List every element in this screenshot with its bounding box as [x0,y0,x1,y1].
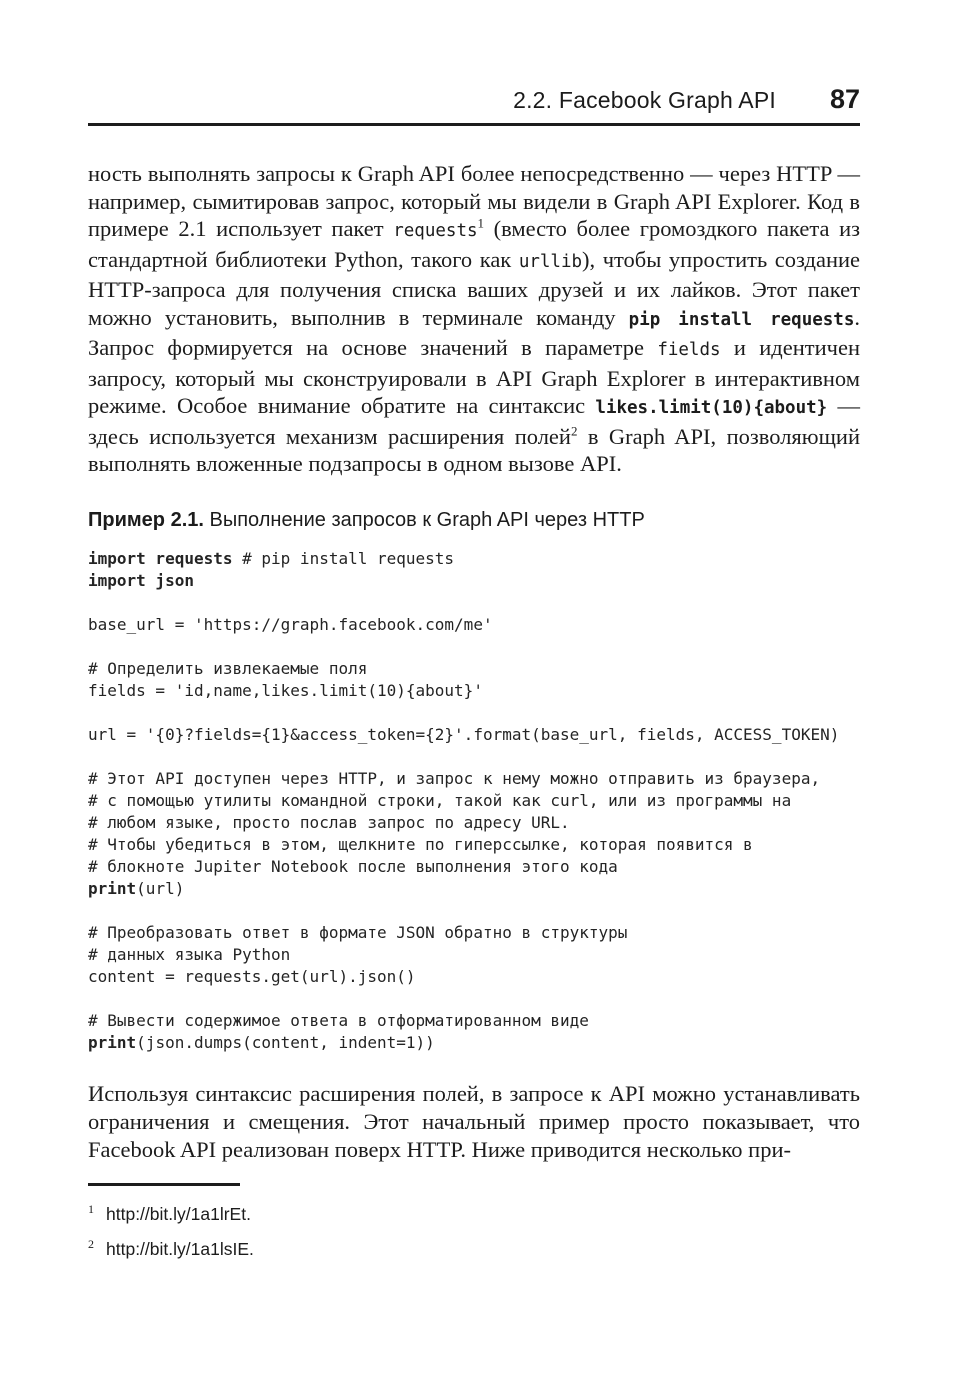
footnote-separator [88,1183,240,1186]
code-line [88,790,860,812]
footnote-ref: 1 [477,215,485,231]
code-line [88,1010,860,1032]
code-text: # блокноте Jupiter Notebook после выполнения этого кода [88,856,618,876]
text-run: (вместо более громоздкого пакета из стандартной библиотеки Python, такого как [88,216,860,272]
code-text: # с помощью утилиты командной строки, такой как curl, или из программы на [88,790,792,810]
text-run: ), чтобы упростить создание HTTP-запроса для получения списка ваших друзей и их лайков. Этот пакет можно установить, выполнив в терминале команду [88,246,861,330]
footnotes-section [88,1183,254,1264]
code-line [88,966,860,988]
code-text: # Чтобы убедиться в этом, щелкните по гиперссылке, которая появится в [88,834,753,854]
text-run: и идентичен запросу, который мы сконструировали в API Graph Explorer в интерактивном режиме. Особое внимание обратите на синтаксис [88,335,860,418]
footnote-marker: 2 [88,1236,94,1251]
code-text: # данных языка Python [88,944,291,964]
code-keyword: print [88,1032,137,1052]
footnote [88,1229,254,1264]
inline-code: fields [657,340,721,360]
code-line [88,746,860,768]
code-line [88,636,860,658]
code-line [88,1032,860,1054]
code-line [88,614,860,636]
code-text: # Преобразовать ответ в формате JSON обратно в структуры [88,922,628,942]
code-text: url = '{0}?fields={1}&access_token={2}'.format(base_url, fields, ACCESS_TOKEN) [88,724,840,744]
code-line [88,680,860,702]
code-line [88,658,860,680]
intro-paragraph [88,160,860,478]
footnote-marker: 1 [88,1202,94,1216]
code-line [88,988,860,1010]
inline-code: requests [393,221,478,241]
code-line [88,812,860,834]
text-run: — здесь используется механизм расширения полей [88,393,861,449]
code-text: # Вывести содержимое ответа в отформатированном виде [88,1010,589,1030]
code-keyword: print [88,878,137,898]
footnote-ref: 2 [570,423,578,438]
code-line [88,570,860,592]
inline-code: likes.limit(10){about} [595,398,828,418]
text-run: в Graph API, позволяющий выполнять вложенные подзапросы в одном вызове API. [88,423,860,476]
code-line [88,702,860,724]
code-line [88,900,860,922]
inline-code: urllib [518,251,583,272]
text-run: ность выполнять запросы к Graph API более непосредственно — через HTTP — например, сымитировав запрос, который мы видели в Graph API Explorer. Код в примере 2.1 использует пакет [88,161,860,241]
footnote-url: http://bit.ly/1a1lsIE. [106,1238,254,1259]
example-caption [88,509,860,532]
code-keyword: import json [88,570,194,590]
page-number: 87 [829,84,860,114]
code-keyword: import requests [88,548,233,568]
running-head [88,84,860,126]
code-line [88,922,860,944]
code-text: # pip install requests [232,548,455,568]
footnote-url: http://bit.ly/1a1lrEt. [106,1203,251,1224]
code-text: (url) [136,878,185,898]
section-title: 2.2. Facebook Graph API [513,87,776,113]
code-text: base_url = 'https://graph.facebook.com/me' [88,614,493,634]
code-line [88,768,860,790]
code-line [88,548,860,570]
code-line [88,878,860,900]
closing-paragraph: Используя синтаксис расширения полей, в запросе к API можно устанавливать ограничения и смещения. Этот начальный пример просто показывает, что Facebook API реализован поверх HTTP. Ниже приводится несколько при- [88,1080,860,1162]
code-text: content = requests.get(url).json() [88,966,416,986]
inline-code: pip install requests [628,309,855,330]
code-line [88,724,860,746]
code-line [88,856,860,878]
code-line [88,834,860,856]
code-text: (json.dumps(content, indent=1)) [136,1032,435,1052]
example-title: Выполнение запросов к Graph API через HTTP [203,508,645,531]
text-run: . Запрос формируется на основе значений в параметре [88,304,861,360]
code-text: fields = 'id,name,likes.limit(10){about}' [88,680,483,700]
example-label: Пример 2.1. [88,508,204,531]
code-text: # Определить извлекаемые поля [88,658,368,678]
code-text: # любом языке, просто послав запрос по адресу URL. [88,812,570,832]
code-line [88,592,860,614]
footnote [88,1194,254,1229]
code-text: # Этот API доступен через HTTP, и запрос к нему можно отправить из браузера, [88,768,821,788]
code-listing [88,548,860,1054]
code-line [88,944,860,966]
footnote-list [88,1194,254,1264]
